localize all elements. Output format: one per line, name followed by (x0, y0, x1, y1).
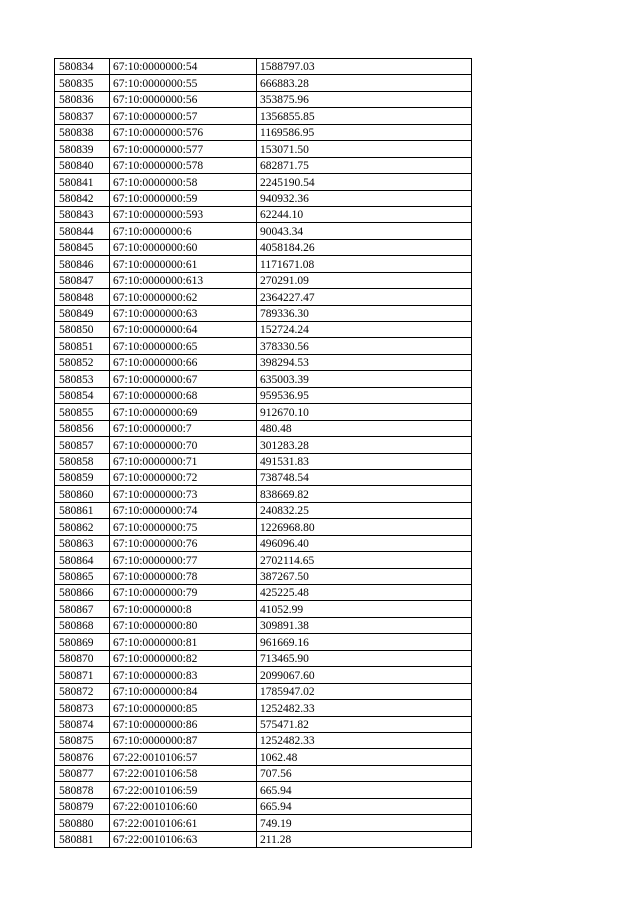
row-id-cell: 580862 (55, 519, 110, 535)
table-row (55, 535, 472, 551)
value-cell: 152724.24 (257, 322, 472, 338)
table-row (55, 256, 472, 272)
value-cell: 496096.40 (257, 535, 472, 551)
cadastral-number-cell: 67:10:0000000:56 (110, 91, 257, 107)
table-row (55, 831, 472, 847)
row-id-cell: 580835 (55, 75, 110, 91)
cadastral-number-cell: 67:10:0000000:55 (110, 75, 257, 91)
row-id-cell: 580859 (55, 469, 110, 485)
cadastral-number-cell: 67:10:0000000:83 (110, 667, 257, 683)
cadastral-number-cell: 67:10:0000000:71 (110, 453, 257, 469)
value-cell: 491531.83 (257, 453, 472, 469)
cadastral-number-cell: 67:10:0000000:87 (110, 732, 257, 748)
table-body (55, 59, 472, 848)
row-id-cell: 580867 (55, 601, 110, 617)
table-row (55, 371, 472, 387)
table-row (55, 420, 472, 436)
cadastral-number-cell: 67:10:0000000:6 (110, 223, 257, 239)
value-cell: 309891.38 (257, 617, 472, 633)
row-id-cell: 580856 (55, 420, 110, 436)
table-row (55, 502, 472, 518)
value-cell: 2099067.60 (257, 667, 472, 683)
cadastral-number-cell: 67:10:0000000:58 (110, 174, 257, 190)
value-cell: 41052.99 (257, 601, 472, 617)
value-cell: 301283.28 (257, 437, 472, 453)
row-id-cell: 580837 (55, 108, 110, 124)
cadastral-number-cell: 67:10:0000000:77 (110, 552, 257, 568)
value-cell: 682871.75 (257, 157, 472, 173)
row-id-cell: 580864 (55, 552, 110, 568)
table-row (55, 617, 472, 633)
cadastral-number-cell: 67:22:0010106:61 (110, 815, 257, 831)
table-row (55, 798, 472, 814)
row-id-cell: 580849 (55, 305, 110, 321)
value-cell: 240832.25 (257, 502, 472, 518)
table-row (55, 322, 472, 338)
table-row (55, 190, 472, 206)
value-cell: 713465.90 (257, 650, 472, 666)
table-row (55, 634, 472, 650)
table-row (55, 568, 472, 584)
cadastral-number-cell: 67:10:0000000:69 (110, 404, 257, 420)
table-row (55, 141, 472, 157)
row-id-cell: 580863 (55, 535, 110, 551)
table-row (55, 585, 472, 601)
cadastral-number-cell: 67:10:0000000:576 (110, 124, 257, 140)
cadastral-number-cell: 67:22:0010106:63 (110, 831, 257, 847)
row-id-cell: 580850 (55, 322, 110, 338)
table-row (55, 157, 472, 173)
table-row (55, 239, 472, 255)
value-cell: 1252482.33 (257, 732, 472, 748)
table-row (55, 289, 472, 305)
row-id-cell: 580858 (55, 453, 110, 469)
cadastral-number-cell: 67:10:0000000:578 (110, 157, 257, 173)
value-cell: 665.94 (257, 798, 472, 814)
value-cell: 1356855.85 (257, 108, 472, 124)
cadastral-number-cell: 67:22:0010106:59 (110, 782, 257, 798)
cadastral-number-cell: 67:10:0000000:7 (110, 420, 257, 436)
table-row (55, 667, 472, 683)
cadastral-number-cell: 67:10:0000000:61 (110, 256, 257, 272)
cadastral-number-cell: 67:10:0000000:65 (110, 338, 257, 354)
table-row (55, 552, 472, 568)
table-row (55, 354, 472, 370)
value-cell: 1171671.08 (257, 256, 472, 272)
value-cell: 398294.53 (257, 354, 472, 370)
row-id-cell: 580865 (55, 568, 110, 584)
table-row (55, 782, 472, 798)
cadastral-number-cell: 67:10:0000000:62 (110, 289, 257, 305)
table-row (55, 437, 472, 453)
table-row (55, 338, 472, 354)
cadastral-number-cell: 67:10:0000000:57 (110, 108, 257, 124)
row-id-cell: 580873 (55, 700, 110, 716)
cadastral-number-cell: 67:10:0000000:60 (110, 239, 257, 255)
cadastral-number-cell: 67:10:0000000:63 (110, 305, 257, 321)
cadastral-number-cell: 67:22:0010106:57 (110, 749, 257, 765)
value-cell: 940932.36 (257, 190, 472, 206)
row-id-cell: 580868 (55, 617, 110, 633)
row-id-cell: 580874 (55, 716, 110, 732)
table-row (55, 683, 472, 699)
row-id-cell: 580869 (55, 634, 110, 650)
table-row (55, 124, 472, 140)
value-cell: 211.28 (257, 831, 472, 847)
row-id-cell: 580845 (55, 239, 110, 255)
value-cell: 153071.50 (257, 141, 472, 157)
table-row (55, 519, 472, 535)
cadastral-number-cell: 67:10:0000000:80 (110, 617, 257, 633)
value-cell: 270291.09 (257, 272, 472, 288)
value-cell: 666883.28 (257, 75, 472, 91)
data-table (54, 58, 472, 848)
value-cell: 62244.10 (257, 206, 472, 222)
row-id-cell: 580851 (55, 338, 110, 354)
table-row (55, 91, 472, 107)
cadastral-number-cell: 67:22:0010106:58 (110, 765, 257, 781)
row-id-cell: 580875 (55, 732, 110, 748)
value-cell: 2702114.65 (257, 552, 472, 568)
value-cell: 387267.50 (257, 568, 472, 584)
table-row (55, 601, 472, 617)
value-cell: 1226968.80 (257, 519, 472, 535)
row-id-cell: 580877 (55, 765, 110, 781)
cadastral-number-cell: 67:10:0000000:613 (110, 272, 257, 288)
cadastral-number-cell: 67:10:0000000:64 (110, 322, 257, 338)
row-id-cell: 580842 (55, 190, 110, 206)
value-cell: 425225.48 (257, 585, 472, 601)
cadastral-number-cell: 67:10:0000000:81 (110, 634, 257, 650)
table-row (55, 59, 472, 75)
table-row (55, 404, 472, 420)
table-row (55, 223, 472, 239)
table-row (55, 716, 472, 732)
row-id-cell: 580876 (55, 749, 110, 765)
value-cell: 1169586.95 (257, 124, 472, 140)
row-id-cell: 580852 (55, 354, 110, 370)
row-id-cell: 580844 (55, 223, 110, 239)
cadastral-number-cell: 67:10:0000000:70 (110, 437, 257, 453)
row-id-cell: 580870 (55, 650, 110, 666)
table-row (55, 486, 472, 502)
table-row (55, 305, 472, 321)
cadastral-number-cell: 67:10:0000000:54 (110, 59, 257, 75)
cadastral-number-cell: 67:10:0000000:8 (110, 601, 257, 617)
table-row (55, 206, 472, 222)
cadastral-number-cell: 67:10:0000000:73 (110, 486, 257, 502)
value-cell: 635003.39 (257, 371, 472, 387)
row-id-cell: 580847 (55, 272, 110, 288)
table-row (55, 272, 472, 288)
value-cell: 961669.16 (257, 634, 472, 650)
cadastral-number-cell: 67:10:0000000:59 (110, 190, 257, 206)
row-id-cell: 580846 (55, 256, 110, 272)
cadastral-number-cell: 67:10:0000000:68 (110, 387, 257, 403)
row-id-cell: 580840 (55, 157, 110, 173)
value-cell: 789336.30 (257, 305, 472, 321)
cadastral-number-cell: 67:10:0000000:79 (110, 585, 257, 601)
row-id-cell: 580878 (55, 782, 110, 798)
cadastral-number-cell: 67:10:0000000:74 (110, 502, 257, 518)
value-cell: 2245190.54 (257, 174, 472, 190)
table-row (55, 732, 472, 748)
row-id-cell: 580853 (55, 371, 110, 387)
row-id-cell: 580839 (55, 141, 110, 157)
cadastral-number-cell: 67:10:0000000:84 (110, 683, 257, 699)
row-id-cell: 580841 (55, 174, 110, 190)
row-id-cell: 580838 (55, 124, 110, 140)
value-cell: 665.94 (257, 782, 472, 798)
cadastral-number-cell: 67:10:0000000:76 (110, 535, 257, 551)
value-cell: 1062.48 (257, 749, 472, 765)
cadastral-number-cell: 67:10:0000000:78 (110, 568, 257, 584)
value-cell: 2364227.47 (257, 289, 472, 305)
value-cell: 749.19 (257, 815, 472, 831)
table-row (55, 387, 472, 403)
value-cell: 575471.82 (257, 716, 472, 732)
cadastral-number-cell: 67:22:0010106:60 (110, 798, 257, 814)
table-row (55, 815, 472, 831)
table-row (55, 174, 472, 190)
row-id-cell: 580866 (55, 585, 110, 601)
row-id-cell: 580855 (55, 404, 110, 420)
cadastral-number-cell: 67:10:0000000:67 (110, 371, 257, 387)
table-row (55, 765, 472, 781)
table-row (55, 749, 472, 765)
cadastral-number-cell: 67:10:0000000:72 (110, 469, 257, 485)
value-cell: 707.56 (257, 765, 472, 781)
row-id-cell: 580843 (55, 206, 110, 222)
row-id-cell: 580861 (55, 502, 110, 518)
table-row (55, 108, 472, 124)
cadastral-number-cell: 67:10:0000000:577 (110, 141, 257, 157)
table-row (55, 469, 472, 485)
row-id-cell: 580880 (55, 815, 110, 831)
value-cell: 4058184.26 (257, 239, 472, 255)
cadastral-number-cell: 67:10:0000000:82 (110, 650, 257, 666)
value-cell: 90043.34 (257, 223, 472, 239)
value-cell: 353875.96 (257, 91, 472, 107)
value-cell: 738748.54 (257, 469, 472, 485)
value-cell: 838669.82 (257, 486, 472, 502)
table-row (55, 75, 472, 91)
row-id-cell: 580857 (55, 437, 110, 453)
value-cell: 959536.95 (257, 387, 472, 403)
value-cell: 1588797.03 (257, 59, 472, 75)
cadastral-number-cell: 67:10:0000000:85 (110, 700, 257, 716)
row-id-cell: 580879 (55, 798, 110, 814)
row-id-cell: 580881 (55, 831, 110, 847)
value-cell: 912670.10 (257, 404, 472, 420)
cadastral-number-cell: 67:10:0000000:75 (110, 519, 257, 535)
cadastral-number-cell: 67:10:0000000:593 (110, 206, 257, 222)
row-id-cell: 580854 (55, 387, 110, 403)
table-row (55, 650, 472, 666)
cadastral-number-cell: 67:10:0000000:66 (110, 354, 257, 370)
table-row (55, 700, 472, 716)
value-cell: 1785947.02 (257, 683, 472, 699)
row-id-cell: 580836 (55, 91, 110, 107)
cadastral-number-cell: 67:10:0000000:86 (110, 716, 257, 732)
table-row (55, 453, 472, 469)
row-id-cell: 580871 (55, 667, 110, 683)
row-id-cell: 580848 (55, 289, 110, 305)
value-cell: 480.48 (257, 420, 472, 436)
row-id-cell: 580834 (55, 59, 110, 75)
value-cell: 1252482.33 (257, 700, 472, 716)
row-id-cell: 580860 (55, 486, 110, 502)
value-cell: 378330.56 (257, 338, 472, 354)
row-id-cell: 580872 (55, 683, 110, 699)
